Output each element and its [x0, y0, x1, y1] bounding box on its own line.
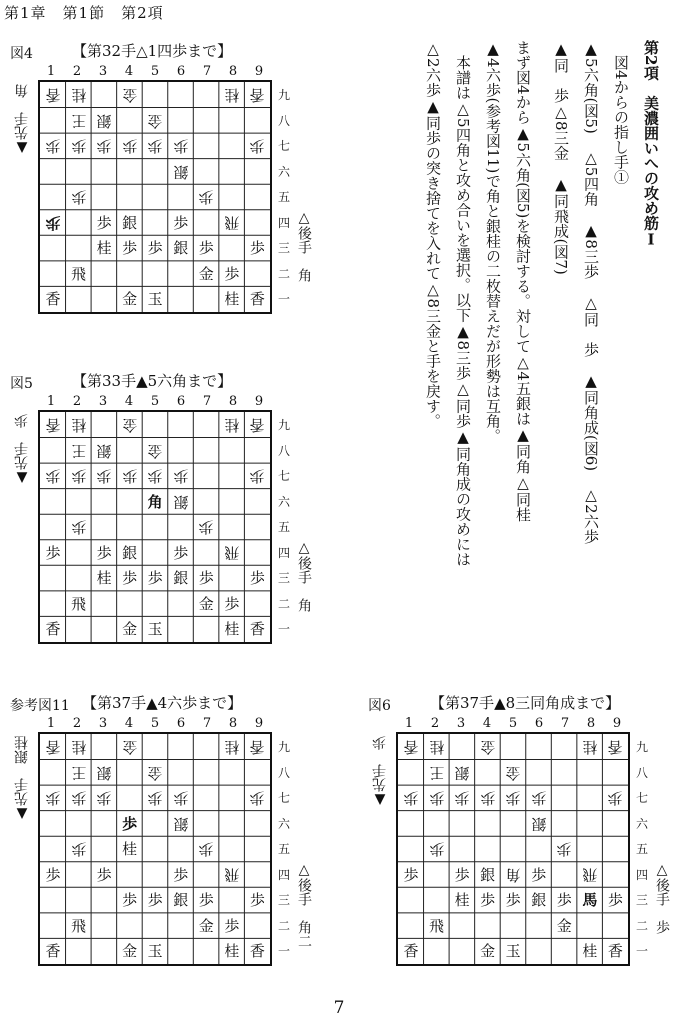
- shogi-piece: 桂: [122, 840, 138, 859]
- shogi-piece: 飛: [224, 865, 240, 884]
- shogi-piece: 歩: [198, 239, 214, 258]
- shogi-piece: 桂: [71, 416, 87, 434]
- gote-hand: △後手 歩: [654, 862, 670, 934]
- file-number: 3: [98, 394, 108, 409]
- page-number: 7: [333, 998, 345, 1018]
- shogi-piece: 銀: [173, 569, 189, 588]
- shogi-piece: 桂: [582, 738, 598, 756]
- shogi-piece: 玉: [505, 942, 521, 961]
- file-number: 9: [612, 716, 622, 731]
- shogi-piece: 歩: [198, 188, 214, 207]
- file-number: 7: [560, 716, 570, 731]
- file-number: 4: [124, 716, 134, 731]
- rank-number: 九: [635, 740, 648, 754]
- shogi-piece: 歩: [122, 814, 138, 833]
- shogi-piece: 銀: [96, 763, 112, 782]
- rank-number: 一: [277, 944, 290, 959]
- file-number: 1: [46, 716, 56, 731]
- file-number: 4: [124, 394, 134, 409]
- sente-hand: ▲先手 銀桂: [14, 736, 30, 822]
- shogi-piece: 歩: [96, 213, 112, 232]
- shogi-piece: 銀: [173, 239, 189, 258]
- shogi-piece: 香: [249, 416, 265, 434]
- gote-hand: △後手 角二: [296, 862, 312, 948]
- shogi-piece: 銀: [531, 814, 547, 833]
- shogi-piece: 銀: [96, 111, 112, 130]
- shogi-piece: 銀: [173, 162, 189, 181]
- shogi-piece: 歩: [249, 569, 265, 588]
- shogi-piece: 歩: [556, 891, 572, 910]
- file-number: 8: [228, 64, 238, 79]
- shogi-piece: 歩: [531, 789, 547, 808]
- rank-number: 一: [277, 622, 290, 637]
- section-title: 第2項 美濃囲いへの攻め筋Ⅰ: [642, 40, 660, 249]
- shogi-piece: 玉: [147, 942, 163, 961]
- diagram-title: 【第37手▲4六歩まで】: [82, 694, 243, 712]
- shogi-piece: 桂: [224, 290, 240, 309]
- shogi-piece: 歩: [45, 213, 61, 232]
- shogi-piece: 歩: [403, 865, 419, 884]
- shogi-piece: 飛: [224, 213, 240, 232]
- shogi-piece: 歩: [96, 789, 112, 808]
- shogi-piece: 歩: [531, 865, 547, 884]
- shogi-piece: 歩: [173, 137, 189, 156]
- shogi-piece: 金: [122, 86, 138, 104]
- shogi-piece: 桂: [96, 239, 112, 258]
- shogi-piece: 桂: [224, 942, 240, 961]
- chapter-header: 第1章 第1節 第2項: [4, 4, 164, 22]
- shogi-piece: 歩: [454, 865, 470, 884]
- diagram-label: 図6: [368, 698, 391, 714]
- shogi-piece: 歩: [173, 789, 189, 808]
- rank-number: 九: [277, 418, 290, 432]
- shogi-piece: 歩: [505, 789, 521, 808]
- rank-number: 三: [277, 893, 290, 908]
- shogi-piece: 桂: [224, 620, 240, 639]
- body-line-4: △2六歩▲同歩の突き捨てを入れて△8三金と手を戻す。: [424, 40, 442, 429]
- shogi-piece: 歩: [45, 543, 61, 562]
- shogi-piece: 歩: [403, 789, 419, 808]
- shogi-piece: 香: [45, 290, 61, 309]
- file-number: 9: [254, 64, 264, 79]
- shogi-piece: 歩: [198, 518, 214, 537]
- rank-number: 五: [277, 520, 290, 535]
- rank-number: 二: [277, 266, 290, 281]
- shogi-piece: 銀: [122, 543, 138, 562]
- shogi-piece: 歩: [96, 543, 112, 562]
- shogi-piece: 歩: [45, 137, 61, 156]
- shogi-piece: 桂: [582, 942, 598, 961]
- shogi-piece: 歩: [45, 467, 61, 486]
- rank-number: 二: [635, 918, 648, 933]
- shogi-piece: 桂: [454, 891, 470, 910]
- file-number: 8: [228, 394, 238, 409]
- sente-hand: ▲先手 歩: [14, 414, 30, 486]
- shogi-piece: 馬: [582, 891, 598, 910]
- file-number: 6: [534, 716, 544, 731]
- shogi-piece: 王: [429, 763, 445, 782]
- rank-number: 四: [277, 545, 290, 560]
- rank-number: 八: [277, 765, 290, 780]
- diagram-label: 参考図11: [10, 698, 70, 714]
- rank-number: 四: [277, 867, 290, 882]
- shogi-piece: 金: [198, 594, 214, 613]
- shogi-piece: 歩: [249, 789, 265, 808]
- shogi-piece: 香: [249, 620, 265, 639]
- shogi-piece: 金: [147, 111, 163, 130]
- body-line-2: ▲4六歩(参考図11)で角と銀桂の二枚替えだが形勢は互角。: [484, 40, 502, 444]
- rank-number: 九: [277, 88, 290, 102]
- shogi-piece: 歩: [454, 789, 470, 808]
- shogi-piece: 歩: [249, 467, 265, 486]
- shogi-piece: 歩: [71, 188, 87, 207]
- shogi-piece: 歩: [96, 865, 112, 884]
- shogi-piece: 歩: [505, 891, 521, 910]
- shogi-board: [38, 80, 272, 314]
- file-number: 3: [98, 64, 108, 79]
- shogi-piece: 歩: [71, 840, 87, 859]
- shogi-piece: 歩: [173, 865, 189, 884]
- shogi-piece: 香: [45, 738, 61, 756]
- shogi-piece: 飛: [71, 916, 87, 935]
- shogi-piece: 桂: [224, 738, 240, 756]
- shogi-piece: 歩: [71, 137, 87, 156]
- body-line-1: まず図4から▲5六角(図5)を検討する。対して△4五銀は▲同角△同桂: [514, 40, 532, 522]
- shogi-piece: 香: [607, 942, 623, 961]
- rank-number: 五: [277, 190, 290, 205]
- shogi-piece: 飛: [429, 916, 445, 935]
- shogi-piece: 歩: [147, 569, 163, 588]
- file-number: 5: [150, 716, 160, 731]
- shogi-piece: 金: [505, 763, 521, 782]
- diagram-label: 図4: [10, 46, 33, 62]
- rank-number: 三: [277, 571, 290, 586]
- shogi-piece: 歩: [429, 840, 445, 859]
- rank-number: 七: [277, 791, 290, 806]
- shogi-piece: 歩: [96, 467, 112, 486]
- rank-number: 六: [635, 816, 648, 831]
- shogi-piece: 金: [147, 441, 163, 460]
- shogi-piece: 香: [403, 738, 419, 756]
- rank-number: 一: [277, 292, 290, 307]
- rank-number: 六: [277, 816, 290, 831]
- file-number: 4: [124, 64, 134, 79]
- shogi-piece: 歩: [147, 239, 163, 258]
- shogi-piece: 角: [505, 865, 521, 884]
- shogi-piece: 桂: [429, 738, 445, 756]
- shogi-piece: 王: [71, 111, 87, 130]
- file-number: 9: [254, 716, 264, 731]
- shogi-piece: 金: [480, 738, 496, 756]
- shogi-piece: 歩: [173, 543, 189, 562]
- shogi-piece: 桂: [71, 86, 87, 104]
- rank-number: 八: [635, 765, 648, 780]
- rank-number: 五: [277, 842, 290, 857]
- diagram-title: 【第33手▲5六角まで】: [72, 372, 233, 390]
- shogi-piece: 王: [71, 763, 87, 782]
- shogi-piece: 歩: [249, 239, 265, 258]
- shogi-piece: 飛: [71, 594, 87, 613]
- rank-number: 六: [277, 164, 290, 179]
- sente-hand: ▲先手 角: [14, 84, 30, 156]
- file-number: 6: [176, 716, 186, 731]
- file-number: 5: [150, 64, 160, 79]
- shogi-board: [396, 732, 630, 966]
- rank-number: 三: [277, 241, 290, 256]
- shogi-piece: 香: [45, 86, 61, 104]
- shogi-piece: 歩: [607, 891, 623, 910]
- file-number: 5: [508, 716, 518, 731]
- shogi-piece: 金: [147, 763, 163, 782]
- file-number: 7: [202, 64, 212, 79]
- sente-hand: ▲先手 歩: [372, 736, 388, 808]
- shogi-piece: 歩: [173, 467, 189, 486]
- shogi-piece: 歩: [147, 891, 163, 910]
- shogi-piece: 歩: [249, 137, 265, 156]
- file-number: 3: [456, 716, 466, 731]
- file-number: 9: [254, 394, 264, 409]
- shogi-piece: 銀: [480, 865, 496, 884]
- rank-number: 九: [277, 740, 290, 754]
- shogi-piece: 歩: [224, 264, 240, 283]
- shogi-piece: 飛: [224, 543, 240, 562]
- shogi-piece: 金: [122, 290, 138, 309]
- shogi-piece: 香: [45, 620, 61, 639]
- shogi-piece: 玉: [147, 620, 163, 639]
- shogi-piece: 香: [249, 942, 265, 961]
- shogi-piece: 歩: [429, 789, 445, 808]
- shogi-piece: 歩: [198, 840, 214, 859]
- body-line-3: 本譜は△5四角と攻め合いを選択。以下▲8三歩△同歩▲同角成の攻めには: [454, 40, 472, 567]
- shogi-piece: 桂: [96, 569, 112, 588]
- rank-number: 六: [277, 494, 290, 509]
- shogi-piece: 銀: [122, 213, 138, 232]
- shogi-piece: 金: [122, 416, 138, 434]
- shogi-piece: 香: [403, 942, 419, 961]
- diagram-title: 【第32手△1四歩まで】: [72, 42, 233, 60]
- file-number: 2: [72, 716, 82, 731]
- gote-hand: △後手 角: [296, 540, 312, 612]
- file-number: 6: [176, 64, 186, 79]
- shogi-piece: 香: [45, 416, 61, 434]
- file-number: 2: [430, 716, 440, 731]
- shogi-piece: 歩: [122, 467, 138, 486]
- shogi-piece: 桂: [71, 738, 87, 756]
- diagram-label: 図5: [10, 376, 33, 392]
- shogi-piece: 金: [198, 916, 214, 935]
- shogi-piece: 玉: [147, 290, 163, 309]
- rank-number: 八: [277, 443, 290, 458]
- gote-hand: △後手 角: [296, 210, 312, 282]
- shogi-piece: 歩: [224, 916, 240, 935]
- shogi-piece: 歩: [480, 891, 496, 910]
- rank-number: 四: [277, 215, 290, 230]
- shogi-piece: 歩: [45, 789, 61, 808]
- shogi-piece: 香: [249, 86, 265, 104]
- shogi-piece: 香: [249, 738, 265, 756]
- shogi-piece: 歩: [122, 137, 138, 156]
- shogi-piece: 銀: [96, 441, 112, 460]
- shogi-piece: 金: [122, 738, 138, 756]
- shogi-piece: 歩: [198, 569, 214, 588]
- file-number: 2: [72, 394, 82, 409]
- file-number: 7: [202, 394, 212, 409]
- rank-number: 二: [277, 596, 290, 611]
- shogi-piece: 歩: [147, 137, 163, 156]
- moves-heading: 図4からの指し手①: [612, 40, 630, 185]
- shogi-piece: 桂: [224, 416, 240, 434]
- shogi-board: [38, 410, 272, 644]
- shogi-piece: 桂: [224, 86, 240, 104]
- shogi-piece: 歩: [480, 789, 496, 808]
- shogi-piece: 歩: [122, 569, 138, 588]
- shogi-piece: 歩: [71, 518, 87, 537]
- shogi-piece: 香: [249, 290, 265, 309]
- shogi-board: [38, 732, 272, 966]
- file-number: 3: [98, 716, 108, 731]
- shogi-piece: 歩: [198, 891, 214, 910]
- file-number: 1: [46, 394, 56, 409]
- rank-number: 二: [277, 918, 290, 933]
- moves-line-1: ▲5六角(図5) △5四角 ▲8三歩 △同 歩 ▲同角成(図6) △2六歩: [582, 40, 600, 544]
- shogi-piece: 歩: [147, 467, 163, 486]
- rank-number: 八: [277, 113, 290, 128]
- shogi-piece: 金: [122, 942, 138, 961]
- shogi-piece: 歩: [147, 789, 163, 808]
- shogi-piece: 歩: [96, 137, 112, 156]
- shogi-piece: 歩: [45, 865, 61, 884]
- shogi-piece: 香: [607, 738, 623, 756]
- file-number: 8: [586, 716, 596, 731]
- moves-line-2: ▲同 歩△8三金 ▲同飛成(図7): [552, 40, 570, 275]
- diagram-title: 【第37手▲8三同角成まで】: [430, 694, 621, 712]
- shogi-piece: 銀: [173, 492, 189, 511]
- file-number: 5: [150, 394, 160, 409]
- file-number: 4: [482, 716, 492, 731]
- rank-number: 七: [635, 791, 648, 806]
- shogi-piece: 歩: [122, 891, 138, 910]
- shogi-piece: 歩: [71, 467, 87, 486]
- shogi-piece: 金: [198, 264, 214, 283]
- shogi-piece: 角: [147, 492, 163, 511]
- shogi-piece: 銀: [173, 814, 189, 833]
- shogi-piece: 歩: [71, 789, 87, 808]
- shogi-piece: 金: [556, 916, 572, 935]
- shogi-piece: 歩: [607, 789, 623, 808]
- shogi-piece: 銀: [531, 891, 547, 910]
- rank-number: 七: [277, 469, 290, 484]
- shogi-piece: 飛: [582, 865, 598, 884]
- rank-number: 七: [277, 139, 290, 154]
- file-number: 1: [46, 64, 56, 79]
- file-number: 1: [404, 716, 414, 731]
- shogi-piece: 歩: [173, 213, 189, 232]
- file-number: 8: [228, 716, 238, 731]
- shogi-piece: 歩: [249, 891, 265, 910]
- file-number: 7: [202, 716, 212, 731]
- shogi-piece: 金: [122, 620, 138, 639]
- shogi-piece: 銀: [454, 763, 470, 782]
- shogi-piece: 飛: [71, 264, 87, 283]
- rank-number: 三: [635, 893, 648, 908]
- shogi-piece: 歩: [556, 840, 572, 859]
- shogi-piece: 金: [480, 942, 496, 961]
- rank-number: 四: [635, 867, 648, 882]
- rank-number: 一: [635, 944, 648, 959]
- shogi-piece: 歩: [122, 239, 138, 258]
- rank-number: 五: [635, 842, 648, 857]
- file-number: 2: [72, 64, 82, 79]
- shogi-piece: 香: [45, 942, 61, 961]
- shogi-piece: 王: [71, 441, 87, 460]
- shogi-piece: 歩: [224, 594, 240, 613]
- shogi-piece: 銀: [173, 891, 189, 910]
- file-number: 6: [176, 394, 186, 409]
